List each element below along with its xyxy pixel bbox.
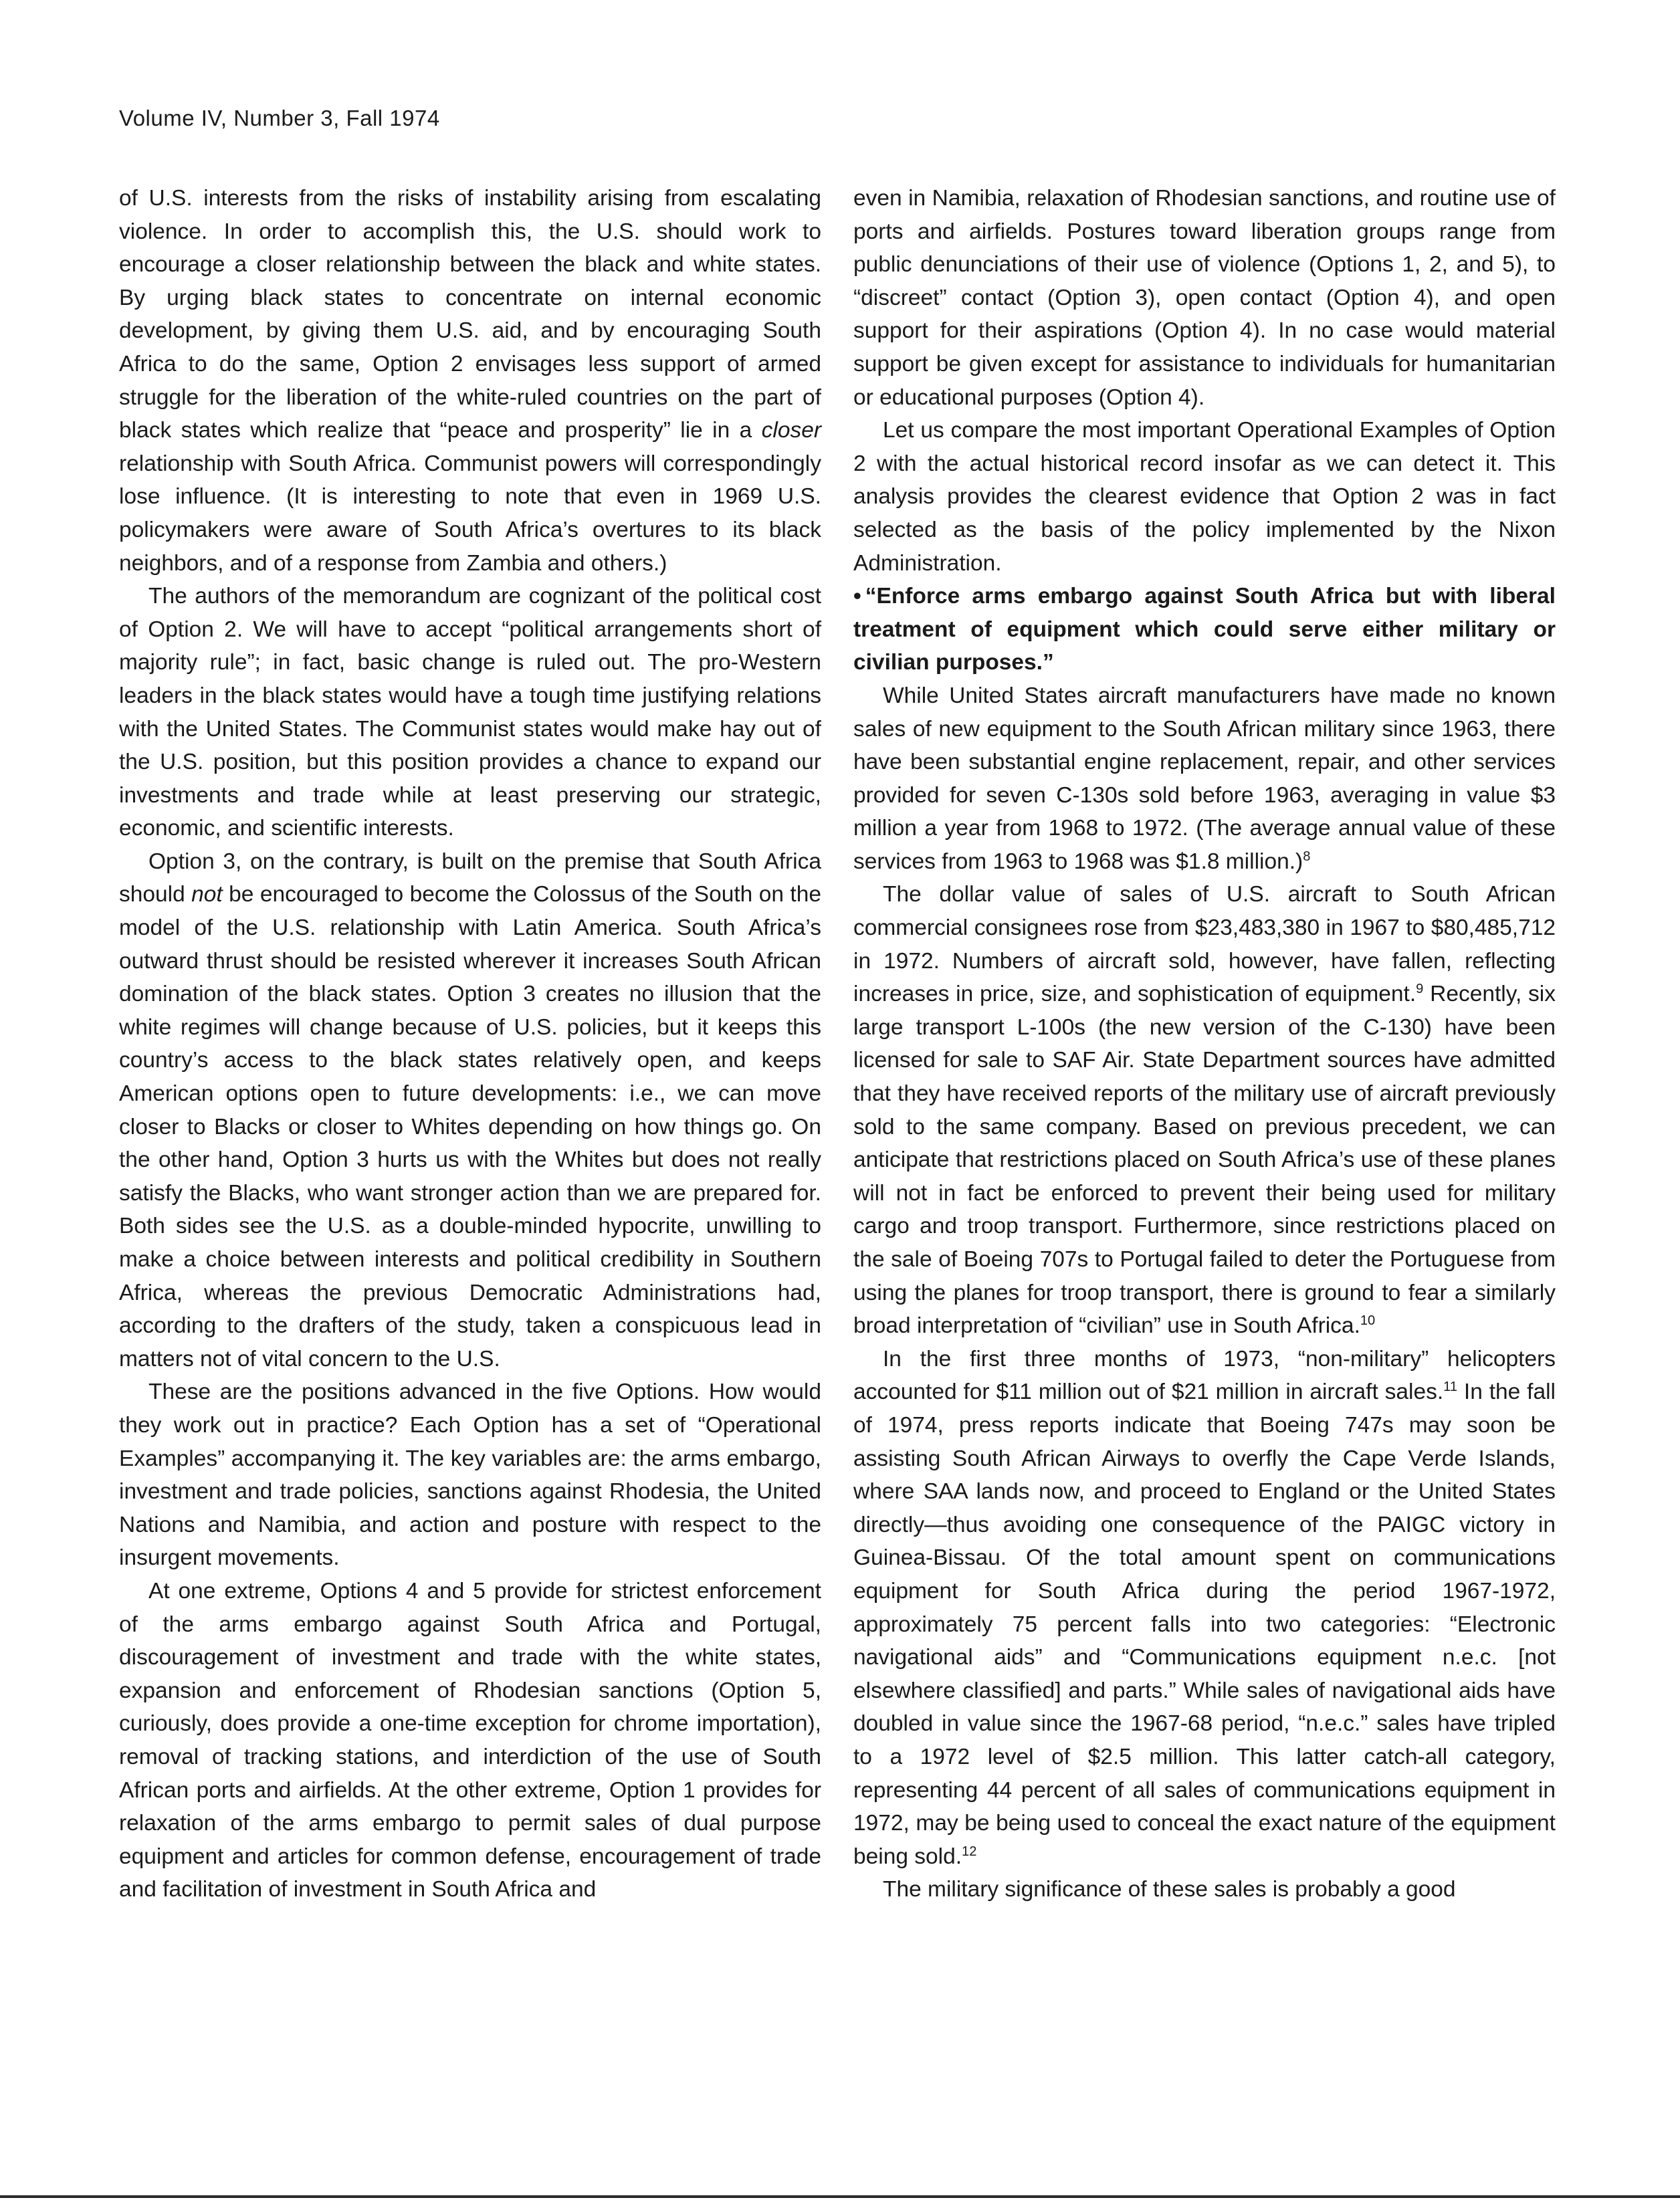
paragraph: even in Namibia, relaxation of Rhodesian sanctions, and routine use of ports and airfields. Postures toward liberation groups range from public denunciations of their use of violence (Options 1, 2, and 5), to “discreet” contact (Option 3), open contact (Option 4), and open support for their aspirations (Option 4). In no case would material support be given except for assistance to individuals for humanitarian or educational purposes (Option 4). bbox=[853, 186, 1556, 410]
emphasis-text: not bbox=[191, 882, 223, 907]
footnote-ref: 10 bbox=[1360, 1313, 1376, 1329]
paragraph-text: Option 3, on the contrary, is built on the premise that South Africa should bbox=[119, 849, 821, 907]
left-column bbox=[119, 182, 821, 1906]
bullet-icon: • bbox=[853, 584, 861, 609]
paragraph bbox=[119, 182, 821, 580]
quote-text: “Enforce arms embargo against South Africa but with liberal treatment of equipment which could serve either military or civilian purposes.” bbox=[853, 584, 1556, 675]
paragraph-text: of U.S. interests from the risks of instability arising from escalating violence. In order to accomplish this, the U.S. should work to encourage a closer relationship between the black and white states. By urging black states to concentrate on internal economic development, by giving them U.S. aid, and by encouraging South Africa to do the same, Option 2 envisages less support of armed struggle for the liberation of the white-ruled countries on the part of black states which realize that “peace and prosperity” lie in a bbox=[119, 186, 821, 443]
paragraph: The authors of the memorandum are cognizant of the political cost of Option 2. We will have to accept “political arrangements short of majority rule”; in fact, basic change is ruled out. The pro-Western leaders in the black states would have a tough time justifying relations with the United States. The Communist states would make hay out of the U.S. position, but this position provides a chance to expand our investments and trade while at least preserving our strategic, economic, and scientific interests. bbox=[119, 584, 821, 841]
paragraph-text: In the first three months of 1973, “non-military” helicopters accounted for $11 million out of $21 million in aircraft sales. bbox=[853, 1346, 1556, 1405]
emphasis-text: closer bbox=[761, 418, 821, 443]
operational-example-heading bbox=[853, 580, 1556, 679]
paragraph: Let us compare the most important Operational Examples of Option 2 with the actual historical record insofar as we can detect it. This analysis provides the clearest evidence that Option 2 was in fact selected as the basis of the policy implemented by the Nixon Administration. bbox=[853, 418, 1556, 576]
paragraph-text: In the fall of 1974, press reports indicate that Boeing 747s may soon be assisting South African Airways to overfly the Cape Verde Islands, where SAA lands now, and proceed to England or the United States directly—thus avoiding one consequence of the PAIGC victory in Guinea-Bissau. Of the total amount spent on communications equipment for South Africa during the period 1967-1972, approximately 75 percent falls into two categories: “Electronic navigational aids” and “Communications equipment n.e.c. [not elsewhere classified] and parts.” While sales of navigational aids have doubled in value since the 1967-68 period, “n.e.c.” sales have tripled to a 1972 level of $2.5 million. This latter catch-all category, representing 44 percent of all sales of communications equipment in 1972, may be being used to conceal the exact nature of the equipment being sold. bbox=[853, 1380, 1556, 1869]
running-header: Volume IV, Number 3, Fall 1974 bbox=[119, 106, 440, 130]
paragraph: These are the positions advanced in the five Options. How would they work out in practice? Each Option has a set of “Operational Examples” accompanying it. The key variables are: the arms embargo, investment and trade policies, sanctions against Rhodesia, the United Nations and Namibia, and action and posture with respect to the insurgent movements. bbox=[119, 1380, 821, 1571]
paragraph-text: relationship with South Africa. Communist powers will correspondingly lose influence. (It is interesting to note that even in 1969 U.S. policymakers were aware of South Africa’s overtures to its black neighbors, and of a response from Zambia and others.) bbox=[119, 451, 821, 576]
paragraph-text: be encouraged to become the Colossus of the South on the model of the U.S. relationship with Latin America. South Africa’s outward thrust should be resisted wherever it increases South African domination of the black states. Option 3 creates no illusion that the white regimes will change because of U.S. policies, but it keeps this country’s access to the black states relatively open, and keeps American options open to future developments: i.e., we can move closer to Blacks or closer to Whites depending on how things go. On the other hand, Option 3 hurts us with the Whites but does not really satisfy the Blacks, who want stronger action than we are prepared for. Both sides see the U.S. as a double-minded hypocrite, unwilling to make a choice between interests and political credibility in Southern Africa, whereas the previous Democratic Administrations had, according to the drafters of the study, taken a conspicuous lead in matters not of vital concern to the U.S. bbox=[119, 882, 822, 1371]
paragraph: The military significance of these sales is probably a good bbox=[883, 1877, 1456, 1902]
paragraph bbox=[853, 878, 1556, 1342]
paragraph-text: Recently, six large transport L-100s (the new version of the C-130) have been licensed for sale to SAF Air. State Department sources have admitted that they have received reports of the military use of aircraft previously sold to the same company. Based on previous precedent, we can anticipate that restrictions placed on South Africa’s use of these planes will not in fact be enforced to prevent their being used for military cargo and troop transport. Furthermore, since restrictions placed on the sale of Boeing 707s to Portugal failed to deter the Portuguese from using the planes for troop transport, there is ground to fear a similarly broad interpretation of “civilian” use in South Africa. bbox=[853, 982, 1556, 1339]
paragraph bbox=[853, 1343, 1556, 1874]
right-column bbox=[853, 182, 1556, 1906]
paragraph bbox=[119, 845, 821, 1376]
bottom-rule bbox=[0, 2195, 1680, 2198]
paragraph bbox=[853, 679, 1556, 879]
paragraph-text: While United States aircraft manufacturers have made no known sales of new equipment to the South African military since 1963, there have been substantial engine replacement, repair, and other services provided for seven C-130s sold before 1963, averaging in value $3 million a year from 1968 to 1972. (The average annual value of these services from 1963 to 1968 was $1.8 million.) bbox=[853, 683, 1556, 874]
footnote-ref: 8 bbox=[1303, 849, 1311, 864]
footnote-ref: 9 bbox=[1416, 982, 1424, 997]
paragraph-text: The dollar value of sales of U.S. aircraft to South African commercial consignees rose from $23,483,380 in 1967 to $80,485,712 in 1972. Numbers of aircraft sold, however, have fallen, reflecting increases in price, size, and sophistication of equipment. bbox=[853, 882, 1556, 1007]
footnote-ref: 12 bbox=[962, 1844, 977, 1859]
paragraph: At one extreme, Options 4 and 5 provide for strictest enforcement of the arms embargo against South Africa and Portugal, discouragement of investment and trade with the white states, expansion and enforcement of Rhodesian sanctions (Option 5, curiously, does provide a one-time exception for chrome importation), removal of tracking stations, and interdiction of the use of South African ports and airfields. At the other extreme, Option 1 provides for relaxation of the arms embargo to permit sales of dual purpose equipment and articles for common defense, encouragement of trade and facilitation of investment in South Africa and bbox=[119, 1578, 821, 1902]
footnote-ref: 11 bbox=[1443, 1380, 1458, 1395]
